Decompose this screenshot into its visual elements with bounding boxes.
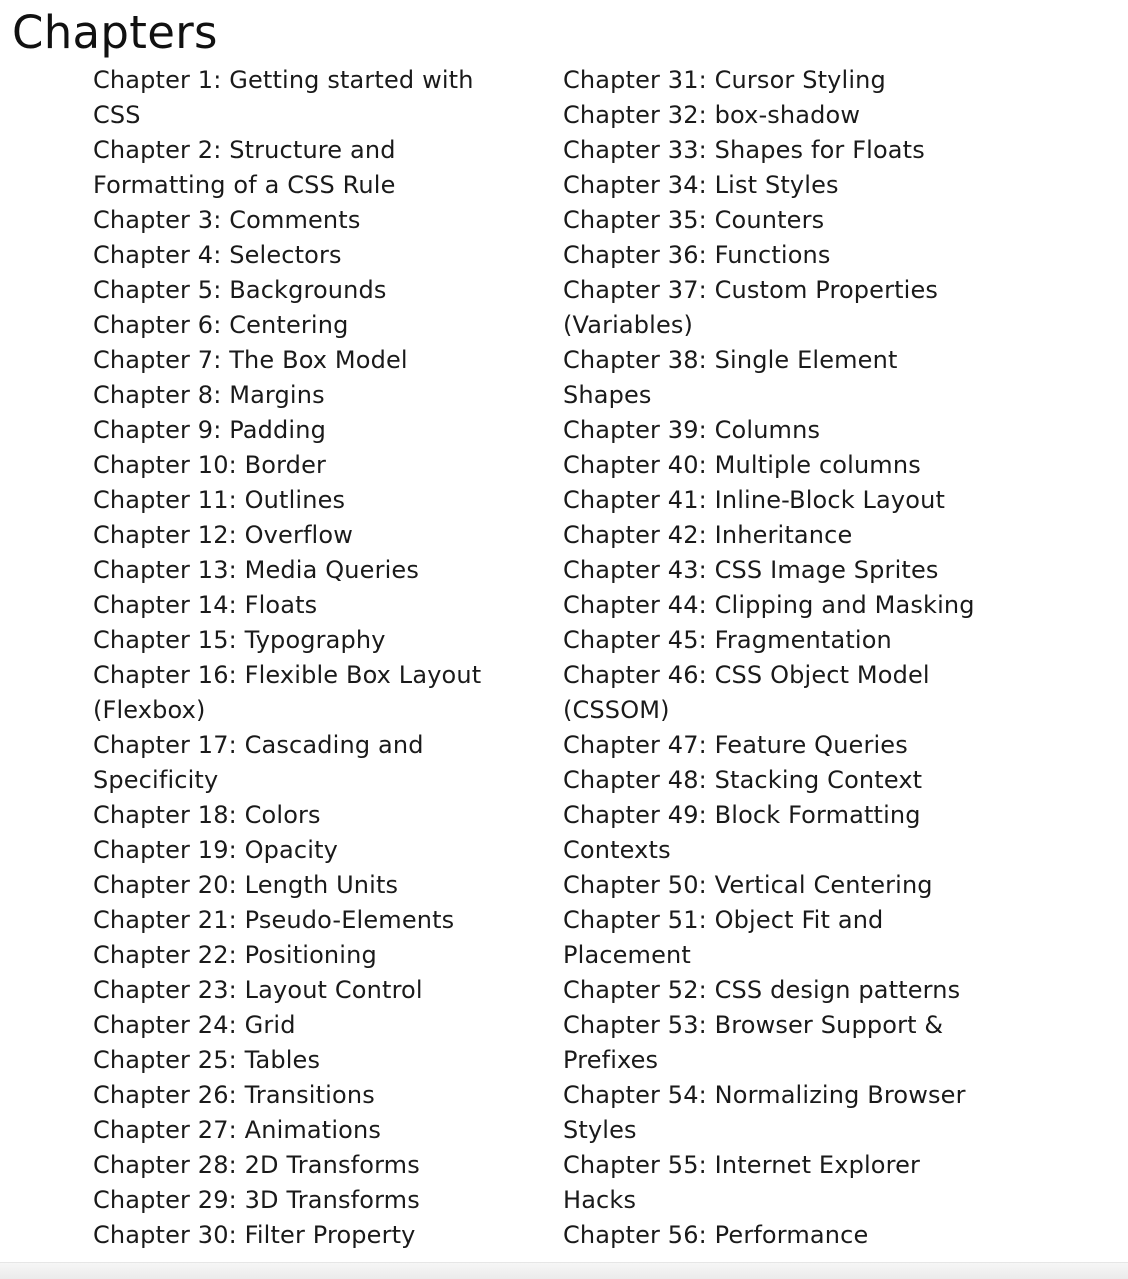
chapter-entry [93,903,513,938]
chapter-link[interactable]: Shapes [563,381,652,409]
chapter-entry [93,413,513,448]
chapter-entry [563,1218,1013,1253]
chapter-link[interactable]: Chapter 19: Opacity [93,836,338,864]
chapter-link[interactable]: Chapter 33: Shapes for Floats [563,136,925,164]
chapter-entry [563,413,1013,448]
chapter-list-right [563,63,1013,1253]
chapter-link[interactable]: Chapter 32: box-shadow [563,101,861,129]
chapter-entry [563,728,1013,763]
chapter-link[interactable]: Chapter 35: Counters [563,206,825,234]
chapter-link[interactable]: Chapter 4: Selectors [93,241,342,269]
chapter-link[interactable]: Chapter 56: Performance [563,1221,869,1249]
chapter-entry [563,798,1013,833]
chapter-link[interactable]: Chapter 2: Structure and [93,136,396,164]
chapter-link[interactable]: Chapter 8: Margins [93,381,325,409]
chapter-link[interactable]: Chapter 21: Pseudo-Elements [93,906,455,934]
chapter-entry [93,63,513,98]
chapter-entry [93,343,513,378]
chapter-entry-continuation [93,168,513,203]
chapter-entry [563,763,1013,798]
chapter-link[interactable]: Specificity [93,766,219,794]
chapter-link[interactable]: Chapter 13: Media Queries [93,556,419,584]
chapter-link[interactable]: (Flexbox) [93,696,206,724]
chapter-entry [563,1008,1013,1043]
chapter-entry [563,483,1013,518]
chapter-entry-continuation [93,98,513,133]
chapter-link[interactable]: Chapter 36: Functions [563,241,831,269]
chapter-link[interactable]: Chapter 20: Length Units [93,871,399,899]
chapter-link[interactable]: Chapter 1: Getting started with [93,66,474,94]
chapter-entry [93,203,513,238]
chapter-entry [93,938,513,973]
chapter-entry [93,1113,513,1148]
chapter-entry [93,273,513,308]
chapter-link[interactable]: (Variables) [563,311,694,339]
chapter-entry [563,868,1013,903]
chapter-link[interactable]: CSS [93,101,141,129]
chapter-link[interactable]: Chapter 37: Custom Properties [563,276,939,304]
chapter-entry [563,203,1013,238]
chapter-link[interactable]: Chapter 18: Colors [93,801,321,829]
chapter-link[interactable]: Chapter 45: Fragmentation [563,626,892,654]
chapter-entry [563,553,1013,588]
chapter-link[interactable]: Chapter 54: Normalizing Browser [563,1081,966,1109]
chapter-entry [93,1008,513,1043]
chapter-link[interactable]: Chapter 17: Cascading and [93,731,424,759]
chapter-link[interactable]: Formatting of a CSS Rule [93,171,396,199]
chapter-link[interactable]: Chapter 51: Object Fit and [563,906,884,934]
chapter-link[interactable]: Chapter 43: CSS Image Sprites [563,556,939,584]
chapter-entry-continuation [93,763,513,798]
chapter-link[interactable]: Chapter 5: Backgrounds [93,276,387,304]
chapter-list-left [93,63,513,1253]
chapter-entry [93,1218,513,1253]
chapter-entry [93,308,513,343]
chapter-link[interactable]: Chapter 22: Positioning [93,941,377,969]
chapter-link[interactable]: Chapter 29: 3D Transforms [93,1186,420,1214]
chapter-link[interactable]: Hacks [563,1186,637,1214]
chapter-link[interactable]: Chapter 55: Internet Explorer [563,1151,921,1179]
bottom-edge [0,1262,1128,1279]
chapter-link[interactable]: Chapter 46: CSS Object Model [563,661,930,689]
chapter-entry [93,378,513,413]
chapter-link[interactable]: Chapter 39: Columns [563,416,821,444]
chapter-link[interactable]: Chapter 7: The Box Model [93,346,408,374]
chapter-entry [93,133,513,168]
chapter-link[interactable]: Chapter 10: Border [93,451,326,479]
chapter-entry [563,658,1013,693]
chapter-entry-continuation [563,1113,1013,1148]
chapter-link[interactable]: Chapter 25: Tables [93,1046,321,1074]
chapter-entry [93,868,513,903]
chapter-link[interactable]: Contexts [563,836,671,864]
chapter-entry [93,518,513,553]
chapter-link[interactable]: Chapter 40: Multiple columns [563,451,921,479]
chapter-link[interactable]: Chapter 52: CSS design patterns [563,976,961,1004]
chapter-entry [563,1148,1013,1183]
chapter-link[interactable]: Chapter 38: Single Element [563,346,898,374]
chapter-entry [93,973,513,1008]
chapter-entry [563,168,1013,203]
chapter-entry [93,833,513,868]
chapter-entry [93,623,513,658]
chapter-entry [563,273,1013,308]
chapter-entry [93,448,513,483]
chapter-entry [563,518,1013,553]
chapter-link[interactable]: Chapter 31: Cursor Styling [563,66,886,94]
chapter-entry [563,903,1013,938]
chapter-link[interactable]: Chapter 12: Overflow [93,521,353,549]
chapter-link[interactable]: Chapter 41: Inline-Block Layout [563,486,946,514]
chapter-link[interactable]: Chapter 6: Centering [93,311,349,339]
chapter-entry-continuation [563,938,1013,973]
chapter-link[interactable]: Chapter 49: Block Formatting [563,801,921,829]
chapter-link[interactable]: Chapter 28: 2D Transforms [93,1151,420,1179]
chapter-entry [93,1078,513,1113]
chapter-link[interactable]: Chapter 42: Inheritance [563,521,853,549]
chapter-entry [563,448,1013,483]
chapter-link[interactable]: Chapter 3: Comments [93,206,361,234]
chapter-entry-continuation [563,1043,1013,1078]
chapter-entry-continuation [563,378,1013,413]
chapter-link[interactable]: Chapter 30: Filter Property [93,1221,416,1249]
chapter-entry [563,133,1013,168]
chapter-entry [93,1183,513,1218]
chapter-entry-continuation [563,308,1013,343]
chapter-entry [93,588,513,623]
chapter-entry-continuation [563,833,1013,868]
chapter-link[interactable]: Chapter 16: Flexible Box Layout [93,661,482,689]
chapter-entry [93,658,513,693]
chapter-entry [563,98,1013,133]
chapter-entry-continuation [563,1183,1013,1218]
chapter-link[interactable]: Chapter 26: Transitions [93,1081,375,1109]
chapter-link[interactable]: Prefixes [563,1046,659,1074]
chapter-link[interactable]: Chapter 23: Layout Control [93,976,423,1004]
chapter-link[interactable]: Placement [563,941,691,969]
chapter-link[interactable]: Chapter 47: Feature Queries [563,731,908,759]
chapter-link[interactable]: Chapter 9: Padding [93,416,326,444]
chapter-link[interactable]: Chapter 34: List Styles [563,171,839,199]
chapter-entry [93,728,513,763]
chapter-entry-continuation [93,693,513,728]
chapter-entry [93,1043,513,1078]
chapter-entry [563,343,1013,378]
chapter-entry [563,973,1013,1008]
chapter-entry [563,588,1013,623]
chapter-entry [93,798,513,833]
chapter-link[interactable]: Chapter 15: Typography [93,626,386,654]
chapter-link[interactable]: Styles [563,1116,637,1144]
chapter-link[interactable]: Chapter 11: Outlines [93,486,346,514]
page-title: Chapters [12,6,218,59]
chapter-link[interactable]: Chapter 48: Stacking Context [563,766,923,794]
chapter-entry [93,238,513,273]
chapter-entry [563,63,1013,98]
chapter-entry [563,1078,1013,1113]
chapter-entry [93,1148,513,1183]
chapter-link[interactable]: (CSSOM) [563,696,670,724]
chapter-entry [563,623,1013,658]
chapter-entry [93,483,513,518]
chapter-link[interactable]: Chapter 53: Browser Support & [563,1011,944,1039]
chapter-link[interactable]: Chapter 14: Floats [93,591,318,619]
chapter-link[interactable]: Chapter 44: Clipping and Masking [563,591,975,619]
chapter-entry [563,238,1013,273]
chapter-link[interactable]: Chapter 50: Vertical Centering [563,871,933,899]
chapter-link[interactable]: Chapter 24: Grid [93,1011,296,1039]
chapter-entry [93,553,513,588]
chapter-entry-continuation [563,693,1013,728]
chapter-link[interactable]: Chapter 27: Animations [93,1116,381,1144]
